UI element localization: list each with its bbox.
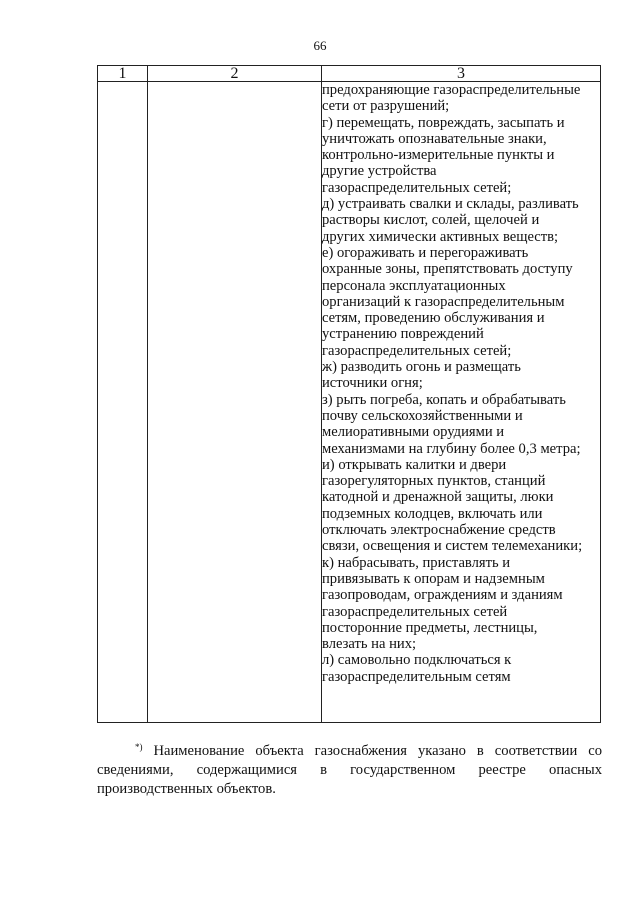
text-line: газораспределительным сетям xyxy=(322,668,511,685)
text-line: газорегуляторных пунктов, станций xyxy=(322,473,546,490)
text-line: д) устраивать свалки и склады, разливать xyxy=(322,196,579,213)
text-line: катодной и дренажной защиты, люки xyxy=(322,489,554,506)
table-header-row xyxy=(98,66,601,82)
text-line: газопроводам, ограждениям и зданиям xyxy=(322,587,563,604)
cell-column-1 xyxy=(98,82,148,723)
text-line: е) огораживать и перегораживать xyxy=(322,244,529,261)
text-line: л) самовольно подключаться к xyxy=(322,652,512,669)
document-table xyxy=(97,65,601,723)
text-line: ж) разводить огонь и размещать xyxy=(322,359,521,376)
footnote-text: Наименование объекта газоснабжения указано в соответствии со xyxy=(153,743,602,759)
text-line: сети от разрушений; xyxy=(322,98,450,115)
text-line: посторонние предметы, лестницы, xyxy=(322,619,538,636)
footnote-line: производственных объектов. xyxy=(97,781,276,797)
text-line: механизмами на глубину более 0,3 метра; xyxy=(322,440,581,457)
text-line: з) рыть погреба, копать и обрабатывать xyxy=(322,391,566,408)
text-line: г) перемещать, повреждать, засыпать и xyxy=(322,114,565,131)
text-line: отключать электроснабжение средств xyxy=(322,522,556,539)
table-row xyxy=(98,82,601,723)
text-line: персонала эксплуатационных xyxy=(322,277,506,294)
text-line: привязывать к опорам и надземным xyxy=(322,570,545,587)
footnote xyxy=(97,742,602,799)
footnote-line xyxy=(97,742,602,761)
text-line: устранению повреждений xyxy=(322,326,484,343)
text-line: растворы кислот, солей, щелочей и xyxy=(322,212,540,229)
text-line: подземных колодцев, включать или xyxy=(322,505,543,522)
text-line: газораспределительных сетей; xyxy=(322,179,512,196)
text-line: другие устройства xyxy=(322,163,437,180)
text-line: других химически активных веществ; xyxy=(322,228,559,245)
text-line: и) открывать калитки и двери xyxy=(322,456,507,473)
text-line: почву сельскохозяйственными и xyxy=(322,407,523,424)
text-line: мелиоративными орудиями и xyxy=(322,424,505,441)
footnote-line: сведениями, содержащимися в государственном реестре опасных xyxy=(97,762,602,778)
text-line: сетям, проведению обслуживания и xyxy=(322,310,545,327)
page-number: 66 xyxy=(313,38,327,53)
text-line: охранные зоны, препятствовать доступу xyxy=(322,261,573,278)
cell-column-2 xyxy=(148,82,322,723)
text-line: газораспределительных сетей xyxy=(322,603,508,620)
text-line: организаций к газораспределительным xyxy=(322,293,565,310)
column-header-2: 2 xyxy=(148,66,322,82)
column-header-3: 3 xyxy=(322,66,601,82)
text-line: влезать на них; xyxy=(322,636,417,653)
cell-column-3 xyxy=(322,82,601,723)
text-line: уничтожать опознавательные знаки, xyxy=(322,130,547,147)
text-line: предохраняющие газораспределительные xyxy=(322,82,581,98)
footnote-marker: *) xyxy=(135,742,143,752)
text-line: газораспределительных сетей; xyxy=(322,342,512,359)
text-line: связи, освещения и систем телемеханики; xyxy=(322,538,583,555)
text-line: источники огня; xyxy=(322,375,423,392)
column-header-1: 1 xyxy=(98,66,148,82)
text-line: к) набрасывать, приставлять и xyxy=(322,554,511,571)
text-line: контрольно-измерительные пункты и xyxy=(322,147,555,164)
